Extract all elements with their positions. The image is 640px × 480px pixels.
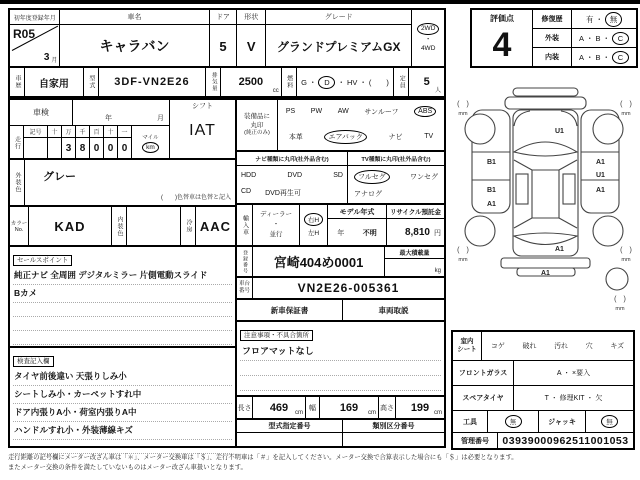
equipment-label xyxy=(237,100,278,150)
wheel-rear-right xyxy=(593,216,623,246)
interior-row xyxy=(533,48,636,66)
digit-col-man xyxy=(62,126,76,159)
tread-unit-rr: mm xyxy=(621,257,631,263)
first-reg-year: R05 xyxy=(13,27,36,41)
tools-label: 工具 xyxy=(453,411,488,432)
nav-col xyxy=(237,152,348,203)
equip-aw: AW xyxy=(337,108,349,116)
exterior-c: C xyxy=(612,32,629,45)
reg-box xyxy=(235,245,446,278)
door-label: ドア xyxy=(210,10,237,25)
car-name-label: 車名 xyxy=(60,10,208,25)
right-bottom-table xyxy=(451,330,635,450)
unit-mile: マイル xyxy=(142,134,159,141)
repair-sep: ・ xyxy=(595,14,603,24)
damage-label: B1 xyxy=(487,159,496,166)
damage-label: A1 xyxy=(541,270,550,277)
capacity-label: 定員 xyxy=(394,68,409,96)
pillar-right xyxy=(559,160,577,170)
classno-label: 類別区分番号 xyxy=(343,420,444,433)
inspector-box xyxy=(8,346,237,448)
digit-col-sign xyxy=(24,126,48,159)
rating-box xyxy=(470,8,638,68)
ac-value: AAC xyxy=(199,218,232,234)
nav-row1 xyxy=(241,172,343,179)
colorno-value: KAD xyxy=(29,207,112,245)
digit-header-sign: 記号 xyxy=(24,126,47,138)
tv-header: TV種類に丸印(社外品含む) xyxy=(348,152,444,166)
spare-tire xyxy=(606,268,628,290)
tv-items xyxy=(348,166,444,203)
digit-col-10man xyxy=(48,126,62,159)
recycle-value-row xyxy=(387,219,444,246)
height-label: 高さ xyxy=(379,397,396,418)
digit-ju: 0 xyxy=(107,142,114,154)
tv-oneseg: ワンセグ xyxy=(410,173,438,181)
seat-yabure: 破れ xyxy=(522,343,537,350)
displacement-value: 2500 xyxy=(238,76,264,88)
history-label: 車歴 xyxy=(10,68,25,96)
payload-label: 最大積載量 xyxy=(385,247,444,259)
equip-abs: ABS xyxy=(414,106,436,117)
tread-marker-fr: ( ) xyxy=(620,101,632,108)
mileage-label: 走行 xyxy=(10,126,24,159)
pillar-left xyxy=(514,160,532,170)
tools-none: 無 xyxy=(505,415,522,428)
spec-row xyxy=(8,66,446,98)
intcolor-label: 内装色 xyxy=(112,207,127,245)
sales-line2: Bカメ xyxy=(13,285,232,303)
dealer-option: ディーラー xyxy=(260,211,292,219)
exterior-b: B xyxy=(595,33,601,43)
month-value: 3 xyxy=(43,52,50,63)
recycle-value: 8,810 xyxy=(404,227,430,238)
tread-marker-rl: ( ) xyxy=(457,247,469,254)
chassis-label-1: 車台 xyxy=(238,281,250,288)
repair-no: 無 xyxy=(605,12,622,27)
tread-marker-spare: ( ) xyxy=(614,296,626,303)
fuel-sep3: ・ xyxy=(359,77,367,87)
recycle-unit: 円 xyxy=(434,229,441,237)
chassis-label xyxy=(237,278,253,298)
digit-ichi: 0 xyxy=(121,142,128,154)
shape-label: 形状 xyxy=(237,10,265,25)
repair-yes: 有 xyxy=(586,14,594,24)
capacity-value: 5 xyxy=(423,76,430,88)
tread-unit-fl: mm xyxy=(458,111,468,117)
typeno-value xyxy=(237,433,342,449)
int-sep2: ・ xyxy=(602,52,611,62)
nav-row2 xyxy=(241,188,343,198)
displacement-unit: cc xyxy=(272,88,279,94)
digit-10man xyxy=(48,138,61,158)
handle-rh: 右H xyxy=(304,213,323,226)
digit-header-sen: 千 xyxy=(76,126,89,138)
damage-label: A1 xyxy=(555,246,564,253)
fuel-hv: HV xyxy=(346,77,358,87)
handle-cell xyxy=(300,205,328,245)
unit-km: km xyxy=(142,142,159,153)
spare-label: スペアタイヤ xyxy=(453,386,514,410)
first-reg-month xyxy=(44,52,50,63)
damage-label: B1 xyxy=(487,187,496,194)
nav-header: ナビ種類に丸印(社外品含む) xyxy=(237,152,347,166)
shift-label: シフト xyxy=(192,103,213,110)
sales-empty-3 xyxy=(13,331,232,345)
tools-value xyxy=(488,411,539,432)
right-door-window xyxy=(563,174,575,204)
glass-label: フロントガラス xyxy=(453,361,514,385)
spare-value: T ・ 修理KIT ・ 欠 xyxy=(544,395,603,402)
seat-koge: コゲ xyxy=(490,343,505,350)
rear-bumper xyxy=(501,258,590,268)
notes-text: フロアマットなし xyxy=(240,342,441,361)
repair-label: 修復歴 xyxy=(533,10,572,28)
ac-label: 冷房 xyxy=(181,207,196,245)
capacity-cell xyxy=(409,68,444,96)
sales-empty-2 xyxy=(13,317,232,331)
spare-row xyxy=(453,386,633,411)
parallel-option: 並行 xyxy=(269,230,283,238)
repair-values xyxy=(572,12,636,27)
grade-label: グレード xyxy=(266,10,411,25)
equip-navi: ナビ xyxy=(388,133,403,141)
digit-col-ju xyxy=(104,126,118,159)
reg-number: 宮崎404め0001 xyxy=(253,247,385,276)
length-value: 469 xyxy=(269,401,289,414)
warranty-box xyxy=(235,298,446,322)
damage-label: U1 xyxy=(596,172,605,179)
extcolor-value: グレー xyxy=(43,171,76,183)
dealer-cell xyxy=(253,205,300,245)
model-year-year: 年 xyxy=(337,229,345,237)
chassis-number: VN2E26-005361 xyxy=(297,281,400,295)
damage-label: A1 xyxy=(487,201,496,208)
rating-rows xyxy=(533,10,636,66)
equipment-label-3: (純正のみ) xyxy=(244,130,270,137)
sales-empty-1 xyxy=(13,303,232,317)
length-label: 長さ xyxy=(237,397,253,418)
inspector-line-1: タイヤ前後違い 天張りしみ小 xyxy=(13,368,232,386)
nav-dvd-play: DVD再生可 xyxy=(265,189,301,197)
seat-label-2: シート xyxy=(457,346,477,353)
unit-col xyxy=(132,126,169,159)
digit-header-ichi: 一 xyxy=(118,126,131,138)
fuel-other: ( ) xyxy=(368,77,389,87)
front-bumper-top xyxy=(513,88,578,96)
model-year-cell xyxy=(328,205,387,245)
grade-value: グランドプレミアムGX xyxy=(276,39,401,54)
equipment-label-2: 丸印 xyxy=(250,122,264,130)
damage-label: A1 xyxy=(596,159,605,166)
shape-value: V xyxy=(246,38,256,54)
shaken-month-label: 月 xyxy=(157,115,164,122)
exterior-grade-values xyxy=(572,32,636,45)
dims-box xyxy=(235,395,446,420)
tread-unit-spare: mm xyxy=(615,306,625,312)
seat-items xyxy=(482,332,633,360)
windshield xyxy=(514,142,577,156)
door-value: 5 xyxy=(219,38,227,54)
seat-label xyxy=(453,332,482,360)
left-door-window xyxy=(516,174,528,204)
handle-lh: 左H xyxy=(307,230,320,237)
top-border-bar xyxy=(0,0,640,4)
seat-yogore: 汚れ xyxy=(554,343,569,350)
seat-row xyxy=(453,332,633,361)
notes-empty-1 xyxy=(240,361,441,376)
shape-cell xyxy=(237,10,266,66)
ext-sep1: ・ xyxy=(586,33,594,43)
inspector-label: 検査記入欄 xyxy=(13,356,54,367)
car-name-value: キャラバン xyxy=(99,38,170,54)
fuel-d: D xyxy=(318,76,335,89)
nav-hdd: HDD xyxy=(241,171,257,179)
control-label: 管理番号 xyxy=(453,433,498,448)
model-year-value: 不明 xyxy=(362,229,377,237)
exterior-grade-label: 外装 xyxy=(533,29,572,47)
nav-sd: SD xyxy=(333,171,343,179)
tv-col xyxy=(348,152,444,203)
fuel-sep1: ・ xyxy=(308,77,317,87)
recycle-label: リサイクル預託金 xyxy=(387,205,444,219)
nav-dvd: DVD xyxy=(287,171,303,179)
width-value: 169 xyxy=(339,401,359,414)
inspector-line-3: ドア内張りA小・荷室内張りA中 xyxy=(13,404,232,422)
displacement-label: 排気量 xyxy=(206,68,221,96)
int-sep1: ・ xyxy=(586,52,594,62)
equipment-row2 xyxy=(278,130,444,144)
intcolor-value xyxy=(127,207,181,245)
disclaimer xyxy=(8,453,636,473)
interior-a: A xyxy=(578,52,584,62)
hood-arc-left xyxy=(514,111,530,126)
warranty-cell: 新車保証書 xyxy=(237,300,343,320)
height-unit: cm xyxy=(434,410,442,416)
tv-row2 xyxy=(354,189,438,199)
digit-col-sen xyxy=(76,126,90,159)
sales-label: セールスポイント xyxy=(13,255,72,266)
equipment-box xyxy=(235,98,446,152)
grade-cell xyxy=(266,10,412,66)
interior-b: B xyxy=(595,52,601,62)
wheel-front-right xyxy=(593,114,623,144)
chassis-box xyxy=(235,276,446,300)
model-year-label: モデル年式 xyxy=(328,205,386,219)
score-label: 評価点 xyxy=(490,13,514,23)
car-name-cell xyxy=(60,10,209,66)
header-row xyxy=(8,8,446,68)
mileage-row xyxy=(10,126,169,159)
notes-box xyxy=(235,320,446,397)
shaken-year-label: 年 xyxy=(105,115,112,122)
jack-label: ジャッキ xyxy=(539,411,586,432)
mileage-box xyxy=(8,98,237,160)
month-suffix: 月 xyxy=(51,58,58,64)
damage-label: A1 xyxy=(596,187,605,194)
equipment-row1 xyxy=(278,106,444,117)
model-year-value-row xyxy=(328,219,386,246)
tv-fullseg: フルセグ xyxy=(354,170,390,184)
equip-airbag: エアバック xyxy=(324,130,366,144)
hood-arc-right xyxy=(561,111,577,126)
disclaimer-line-2: またメーター交換の条件を満たしていないものはメーター改ざん車扱いとなります。 xyxy=(8,464,247,472)
recycle-cell xyxy=(387,205,444,245)
shaken-label: 車検 xyxy=(10,100,73,125)
rear-pillar-left xyxy=(514,218,532,228)
tv-row1 xyxy=(354,170,438,184)
shaken-value xyxy=(73,100,169,125)
history-value: 自家用 xyxy=(25,68,84,96)
wheel-front-left xyxy=(465,114,495,144)
navtv-box xyxy=(235,150,446,205)
control-row xyxy=(453,433,633,448)
shift-value: IAT xyxy=(189,122,216,139)
drive-2wd: 2WD xyxy=(417,23,439,35)
notes-label: 注意事項・不具合箇所 xyxy=(240,330,313,341)
tools-row xyxy=(453,411,633,433)
front-bumper xyxy=(505,97,586,109)
model-label: 型式 xyxy=(84,68,99,96)
equip-leather: 本革 xyxy=(288,133,303,141)
typeno-cell xyxy=(237,420,343,446)
notes-empty-2 xyxy=(240,376,441,391)
equipment-label-1: 装備品に xyxy=(244,113,270,121)
interior-c: C xyxy=(612,51,629,64)
reg-label: 登録番号 xyxy=(237,247,253,276)
payload-cell xyxy=(385,247,444,276)
classno-cell xyxy=(343,420,444,446)
score-cell xyxy=(472,10,533,66)
classno-value xyxy=(343,433,444,449)
door-cell xyxy=(210,10,238,66)
seat-kizu: キズ xyxy=(610,343,625,350)
width-label: 幅 xyxy=(306,397,320,418)
payload-unit: kg xyxy=(434,268,441,274)
roof-panel xyxy=(532,170,559,218)
digit-header-ju: 十 xyxy=(104,126,117,138)
nav-items xyxy=(237,166,347,203)
equip-pw: PW xyxy=(310,108,323,116)
seat-label-1: 室内 xyxy=(460,337,474,345)
tread-marker-fl: ( ) xyxy=(457,101,469,108)
equipment-items xyxy=(278,100,444,150)
digit-hyaku: 0 xyxy=(93,142,100,154)
tread-unit-fr: mm xyxy=(621,111,631,117)
tread-unit-rl: mm xyxy=(458,257,468,263)
glass-row xyxy=(453,361,633,386)
seat-ana: 穴 xyxy=(585,343,593,350)
extcolor-cell xyxy=(25,160,235,205)
inspector-line-4: ハンドルすれ小・外装薄線キズ xyxy=(13,422,232,440)
sales-line1: 純正ナビ 全周囲 デジタルミラー 片側電動スライド xyxy=(13,267,232,285)
disclaimer-line-1: 走行距離の記号欄にメーター改ざん車は「＊」、メーター交換車は「＄」、走行不明車は「＃」を記入してください。メーター交換で合算表示した場合にも「＄」は必要となります。 xyxy=(8,454,518,461)
manual-cell: 車両取説 xyxy=(378,305,409,315)
inspector-line-2: シートしみ小・カーペットすれ中 xyxy=(13,386,232,404)
digit-col-ichi xyxy=(118,126,132,159)
score-value: 4 xyxy=(492,25,512,64)
car-damage-diagram xyxy=(450,70,638,330)
control-number: 03939000962511001053 xyxy=(502,434,629,447)
interior-grade-values xyxy=(572,51,636,64)
colorno-box xyxy=(8,205,237,247)
width-unit: cm xyxy=(368,410,376,416)
digit-header-10man: 十 xyxy=(48,126,61,138)
equip-ps: PS xyxy=(285,108,296,116)
jack-value xyxy=(586,411,633,432)
typeno-label: 型式指定番号 xyxy=(237,420,342,433)
wheel-rear-left xyxy=(465,216,495,246)
tv-analog: アナログ xyxy=(354,191,382,199)
repair-row xyxy=(533,10,636,29)
first-reg-label: 初年度登録年月 xyxy=(10,10,59,25)
inspector-empty-1 xyxy=(13,440,232,454)
colorno-label: カラーNo. xyxy=(10,207,29,245)
sales-box xyxy=(8,245,237,348)
digit-header-man: 万 xyxy=(62,126,75,138)
equip-sunroof: サンルーフ xyxy=(364,108,399,116)
height-cell xyxy=(396,397,444,418)
drive-sep: ・ xyxy=(424,36,432,44)
length-unit: cm xyxy=(295,410,303,416)
equip-tv: TV xyxy=(424,133,434,141)
displacement-cell xyxy=(221,68,282,96)
mileage-left xyxy=(10,100,170,158)
fuel-sep2: ・ xyxy=(337,77,345,87)
digit-man: 3 xyxy=(65,142,72,154)
width-cell xyxy=(320,397,379,418)
drive-4wd: 4WD xyxy=(420,44,436,52)
dealer-sep: ・ xyxy=(272,221,280,229)
jack-none: 無 xyxy=(601,415,618,428)
rear-pillar-right xyxy=(559,218,577,228)
capacity-unit: 人 xyxy=(434,88,441,94)
nav-cd: CD xyxy=(241,187,252,195)
digit-col-hyaku xyxy=(90,126,104,159)
model-value: 3DF-VN2E26 xyxy=(99,68,206,96)
digit-header-hyaku: 百 xyxy=(90,126,103,138)
length-cell xyxy=(253,397,306,418)
interior-grade-label: 内装 xyxy=(533,48,572,66)
glass-value: A ・ ×要入 xyxy=(556,370,591,377)
shift-cell xyxy=(170,100,235,158)
extcolor-box xyxy=(8,158,237,207)
shaken-row xyxy=(10,100,169,126)
extcolor-note: ( )色替車は色替と記入 xyxy=(161,195,231,201)
first-reg-cell xyxy=(10,10,60,66)
digit-sign xyxy=(24,138,47,158)
import-label: 輸入車 xyxy=(237,205,253,245)
damage-label: U1 xyxy=(555,128,564,135)
typeno-box xyxy=(235,418,446,448)
tread-marker-rr: ( ) xyxy=(620,247,632,254)
fuel-label: 燃料 xyxy=(282,68,297,96)
chassis-label-2: 番号 xyxy=(238,288,250,294)
extcolor-label: 外装色 xyxy=(10,160,25,205)
digit-sen: 8 xyxy=(79,142,86,154)
rear-window xyxy=(514,233,577,245)
drive-cell xyxy=(412,10,444,66)
import-box xyxy=(235,203,446,247)
exterior-row xyxy=(533,29,636,48)
ext-sep2: ・ xyxy=(602,33,611,43)
height-value: 199 xyxy=(410,401,430,414)
fuel-g: G xyxy=(301,77,307,87)
fuel-cell xyxy=(297,68,394,96)
exterior-a: A xyxy=(578,33,584,43)
